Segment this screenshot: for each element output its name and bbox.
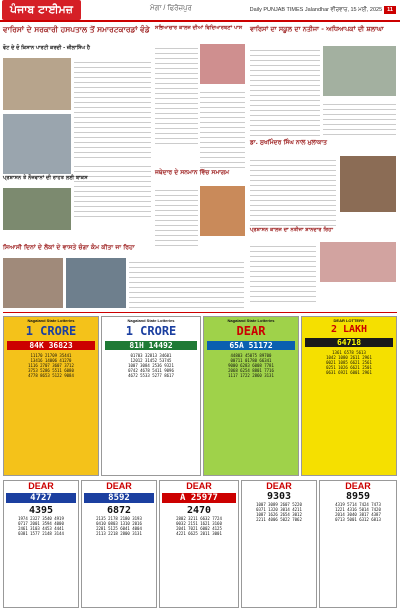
newspaper-logo: ਪੰਜਾਬ ਟਾਈਮਜ਼ xyxy=(2,0,81,20)
student-photo xyxy=(320,242,396,282)
story-text xyxy=(74,58,151,158)
date-line: Daily PUNJAB TIMES Jalandhar ਵੀਰਵਾਰ, 15 ਮਈ, 2025 11 xyxy=(250,6,396,14)
portrait-photo xyxy=(340,156,396,212)
headline: ਸਭਿਆਚਾਰ ਕਾਲਜ ਦੀਆਂ ਵਿਦਿਆਰਥਣਾਂ ਪਾਸ xyxy=(155,25,243,31)
headline: ਸਿਆਸੀ ਦਿਨਾਂ ਦੇ ਲੋਕਾਂ ਦੇ ਵਾਸਤੇ ਚੰਗਾ ਕੰਮ ਕੀਤਾ ਜਾ ਰਿਹਾ xyxy=(3,244,135,251)
page-number: 11 xyxy=(384,6,396,14)
lottery-ad: DEAR 9303 1007 3089 2607 5220 0371 1320 3014 4211 1087 1626 2654 3012 2211 4006 5022 7062 xyxy=(241,480,317,608)
lottery-ad: DEAR 8959 4319 5714 7424 7473 1221 4316 5014 7420 2014 3040 3817 4387 0713 5001 6312 6813 xyxy=(319,480,397,608)
headline: ਡਾ. ਸੁਖਮਿੰਦਰ ਸਿੰਘ ਨਾਲ ਮੁਲਾਕਾਤ xyxy=(250,139,327,146)
student-photo xyxy=(200,44,245,84)
lottery-ad: Nagaland State Lotteries DEAR 65A 51172 44803 45075 89700 00711 01780 66341 9000 6283 6008 7781 2068 6254 8801 7716 1117 1722 2860 3131 xyxy=(203,316,299,476)
section-title: ਮੋਗਾ / ਫਿਰੋਜ਼ਪੁਰ xyxy=(150,5,192,12)
headline: ਵਾਰਿਸਾਂ ਦੇ ਸਰਕਾਰੀ ਹਸਪਤਾਲ ਤੋਂ ਸਮਾਰਟਕਾਰਡਾਂ ਵੰਡੇ xyxy=(3,25,150,34)
story-photo xyxy=(3,114,71,174)
lottery-ad: DEAR LOTTERY 2 LAKH 64718 1361 6578 5613 1042 1080 2611 2961 0021 1085 6621 2561 0251 1026 6621 2501 0631 6921 6001 2961 xyxy=(301,316,397,476)
lottery-ad: Nagaland State Lotteries 1 CRORE 81H 14492 01703 32813 34601 12012 31452 53745 1007 3084 2536 9321 0742 4678 5411 9096 4672 5533 5277 8617 xyxy=(101,316,201,476)
story-text xyxy=(200,88,245,168)
lottery-ad: DEAR 4727 4395 1974 2327 3540 4919 0717 2001 3594 4000 2461 3103 4453 4441 0381 1577 2148 3144 xyxy=(3,480,79,608)
story-text xyxy=(155,44,198,144)
story-photo xyxy=(3,58,71,110)
portrait-photo xyxy=(200,186,245,236)
headline: ਜਥੇਦਾਰ ਦੇ ਸਨਮਾਨ ਵਿੱਚ ਸਮਾਗਮ xyxy=(155,169,230,176)
lottery-ad: DEAR A 25977 2470 2802 3211 6632 7724 0032 2151 1621 3160 2041 7021 6002 4125 4221 6625 2011 3001 xyxy=(159,480,239,608)
story-text xyxy=(129,258,244,308)
story-text xyxy=(250,156,336,226)
story-photo xyxy=(3,258,63,308)
lottery-ad: Nagaland State Lotteries 1 CRORE 84K 36823 11170 21709 35441 13416 14006 41270 1116 2707 3607 3712 3753 5286 5511 6080 4778 8653 5122 9084 xyxy=(3,316,99,476)
divider xyxy=(3,312,397,313)
story-text xyxy=(74,162,151,220)
story-text xyxy=(323,100,396,136)
headline: ਵਾਰਿਸਾਂ ਦਾ ਸਕੂਲ ਦਾ ਨਤੀਜਾ - ਅਧਿਆਪਕਾਂ ਦੀ ਸ਼ਲਾਘਾ xyxy=(250,25,384,33)
story-text xyxy=(250,242,316,306)
headline: ਪ੍ਰਸ਼ਾਸਨ ਕਾਲਜ ਦਾ ਨਤੀਜਾ ਸ਼ਾਨਦਾਰ ਰਿਹਾ xyxy=(250,227,333,233)
headline: ਪ੍ਰਸ਼ਾਸਨ ਤੇ ਨੌਜਵਾਨਾਂ ਦੀ ਰਾਹਤ ਲਈ ਬਾਕਸ xyxy=(3,175,88,181)
masthead xyxy=(0,0,400,22)
story-photo xyxy=(66,258,126,308)
story-photo xyxy=(323,46,396,96)
lottery-ad: DEAR 8592 6872 2135 2178 2180 3193 0410 0803 1310 2016 2281 5125 6041 4004 2113 2218 2800 3131 xyxy=(81,480,157,608)
story-photo xyxy=(3,188,71,230)
story-text xyxy=(155,186,198,246)
story-text xyxy=(250,46,320,136)
subheadline: ਵੋਟ ਦੇ ਦੋ ਕਿਸਾਨ ਪਾਰਟੀ ਕਰਦੀ - ਜ਼ੀਲਾਸਿੰਘ ਹੈ xyxy=(3,45,90,51)
